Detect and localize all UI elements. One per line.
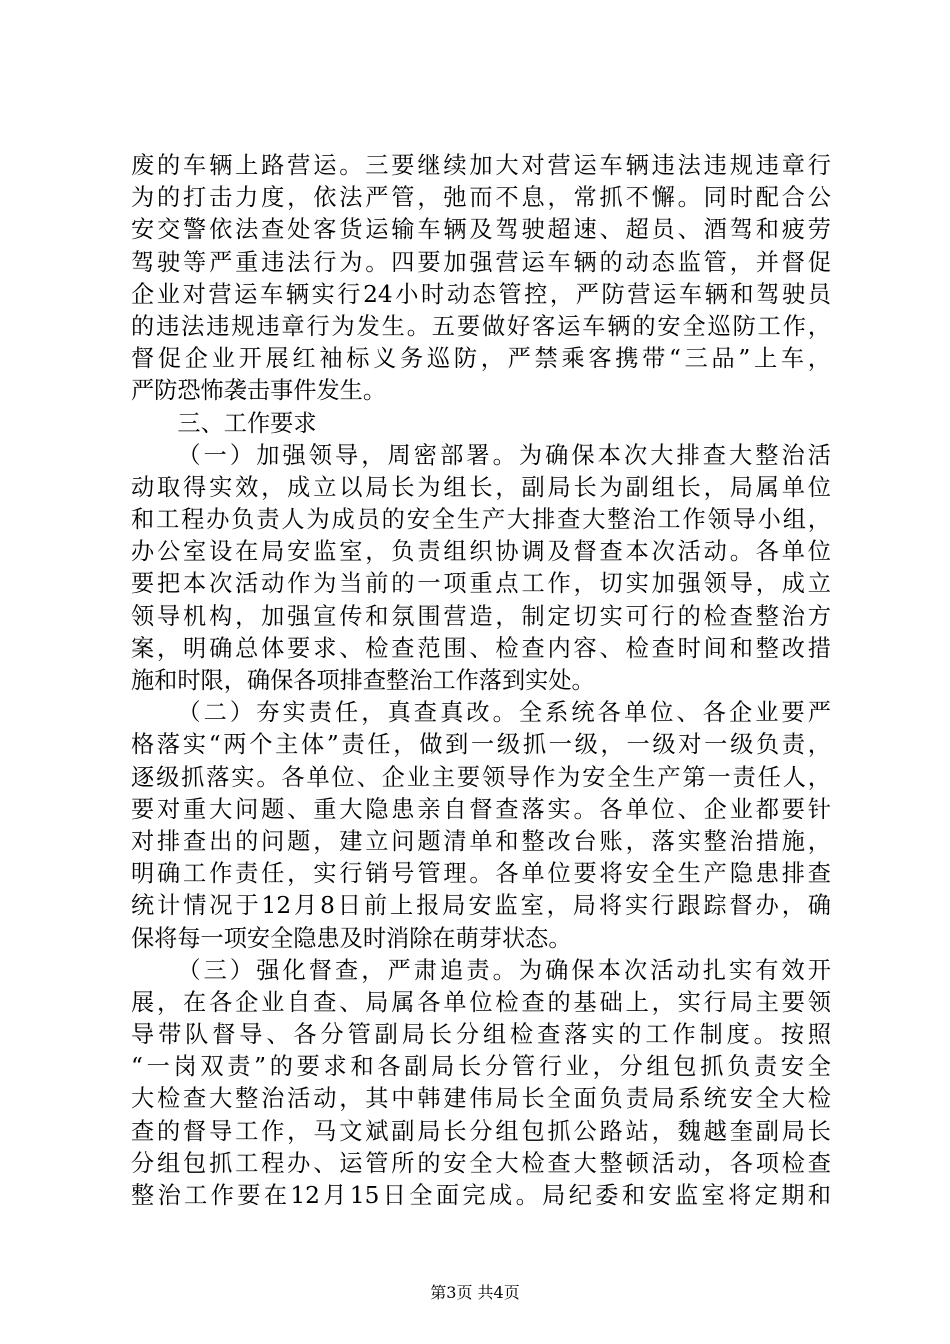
text-line: 格落实“两个主体”责任，做到一级抓一级，一级对一级负责，	[131, 731, 831, 759]
text-line: 安交警依法查处客货运输车辆及驾驶超速、超员、酒驾和疲劳	[131, 216, 831, 244]
text-line: 案，明确总体要求、检查范围、检查内容、检查时间和整改措	[131, 634, 831, 662]
text-line: 为的打击力度，依法严管，弛而不息，常抓不懈。同时配合公	[131, 184, 831, 212]
text-line: 大检查大整治活动，其中韩建伟局长全面负责局系统安全大检	[131, 1085, 831, 1113]
text-line: 动取得实效，成立以局长为组长，副局长为副组长，局属单位	[131, 473, 831, 501]
page-footer: 第3页 共4页	[430, 1283, 520, 1302]
text-line: 的违法违规违章行为发生。五要做好客运车辆的安全巡防工作，	[131, 312, 831, 340]
text-line: （二）夯实责任，真查真改。全系统各单位、各企业要严	[177, 699, 831, 727]
text-line: 整治工作要在12月15日全面完成。局纪委和安监室将定期和	[131, 1182, 831, 1209]
text-line: 办公室设在局安监室，负责组织协调及督查本次活动。各单位	[131, 538, 831, 566]
text-line: 要对重大问题、重大隐患亲自督查落实。各单位、企业都要针	[131, 795, 831, 823]
text-line: 驾驶等严重违法行为。四要加强营运车辆的动态监管，并督促	[131, 248, 831, 276]
text-line: 和工程办负责人为成员的安全生产大排查大整治工作领导小组，	[131, 506, 831, 534]
text-line: 督促企业开展红袖标义务巡防，严禁乘客携带“三品”上车，	[131, 345, 831, 373]
text-line: 查的督导工作，马文斌副局长分组包抓公路站，魏越奎副局长	[131, 1117, 831, 1145]
text-line: 施和时限，确保各项排查整治工作落到实处。	[131, 667, 595, 694]
text-line: 保将每一项安全隐患及时消除在萌芽状态。	[131, 924, 572, 952]
text-line: 企业对营运车辆实行24小时动态管控，严防营运车辆和驾驶员	[131, 280, 831, 308]
text-line: 严防恐怖袭击事件发生。	[131, 377, 387, 405]
text-line: 对排查出的问题，建立问题清单和整改台账，落实整治措施，	[131, 827, 831, 855]
text-line: 三、工作要求	[177, 409, 317, 437]
document-body	[131, 150, 831, 1212]
text-line: 要把本次活动作为当前的一项重点工作，切实加强领导，成立	[131, 570, 831, 598]
text-line: “一岗双责”的要求和各副局长分管行业，分组包抓负责安全	[131, 1053, 831, 1081]
text-line: 导带队督导、各分管副局长分组检查落实的工作制度。按照	[131, 1021, 831, 1049]
text-line: 逐级抓落实。各单位、企业主要领导作为安全生产第一责任人，	[131, 763, 831, 791]
text-line: 统计情况于12月8日前上报局安监室，局将实行跟踪督办，确	[131, 892, 831, 920]
text-line: 分组包抓工程办、运管所的安全大检查大整顿活动，各项检查	[131, 1149, 831, 1177]
text-line: 明确工作责任，实行销号管理。各单位要将安全生产隐患排查	[131, 860, 831, 888]
text-line: 废的车辆上路营运。三要继续加大对营运车辆违法违规违章行	[131, 152, 831, 179]
text-line: （一）加强领导，周密部署。为确保本次大排查大整治活	[177, 441, 831, 469]
text-line: 展，在各企业自查、局属各单位检查的基础上，实行局主要领	[131, 988, 831, 1016]
text-line: 领导机构，加强宣传和氛围营造，制定切实可行的检查整治方	[131, 602, 831, 630]
text-line: （三）强化督查，严肃追责。为确保本次活动扎实有效开	[177, 956, 831, 984]
